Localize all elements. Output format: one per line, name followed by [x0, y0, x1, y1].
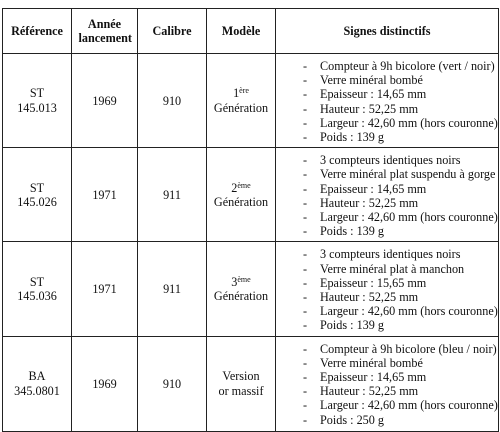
model-word: Génération — [213, 194, 269, 209]
reference-cell — [3, 54, 72, 148]
features-cell — [276, 54, 499, 148]
features-cell — [276, 336, 499, 431]
feature-item: - Largeur : 42,60 mm (hors couronne) — [303, 210, 498, 224]
feature-item: - 3 compteurs identiques noirs — [303, 153, 498, 167]
reference-cell — [3, 242, 72, 336]
features-cell — [276, 242, 499, 336]
table-row — [3, 242, 499, 336]
feature-item: - Epaisseur : 14,65 mm — [303, 182, 498, 196]
model-cell — [207, 242, 276, 336]
header-reference: Référence — [3, 9, 72, 54]
reference-number: 145.026 — [17, 194, 57, 209]
reference-prefix: ST — [29, 86, 45, 101]
features-list — [276, 54, 498, 147]
feature-item: - 3 compteurs identiques noirs — [303, 247, 498, 261]
year-cell: 1971 — [72, 242, 138, 336]
header-year-label: Année lancement — [78, 16, 132, 45]
feature-item: - Verre minéral bombé — [303, 73, 498, 87]
feature-item: - Verre minéral plat à manchon — [303, 262, 498, 276]
features-list — [276, 242, 498, 335]
header-features: Signes distinctifs — [276, 9, 499, 54]
feature-item: - Compteur à 9h bicolore (vert / noir) — [303, 59, 498, 73]
model-line: or massif — [218, 383, 264, 398]
watch-spec-table — [2, 8, 499, 432]
feature-item: - Epaisseur : 14,65 mm — [303, 370, 498, 384]
header-caliber: Calibre — [138, 9, 207, 54]
year-cell: 1969 — [72, 336, 138, 431]
feature-item: - Hauteur : 52,25 mm — [303, 290, 498, 304]
model-word: Génération — [213, 289, 269, 304]
feature-item: - Poids : 139 g — [303, 130, 498, 144]
feature-item: - Compteur à 9h bicolore (bleu / noir) — [303, 342, 498, 356]
model-ordinal-suffix: ème — [237, 180, 251, 190]
reference-number: 145.036 — [17, 289, 57, 304]
features-cell — [276, 148, 499, 242]
model-cell — [207, 336, 276, 431]
reference-prefix: BA — [28, 369, 46, 384]
header-row — [3, 9, 499, 54]
table-row — [3, 336, 499, 431]
model-ordinal: 2 — [231, 180, 238, 195]
feature-item: - Largeur : 42,60 mm (hors couronne) — [303, 304, 498, 318]
model-cell — [207, 148, 276, 242]
reference-number: 345.0801 — [14, 383, 60, 398]
reference-cell — [3, 336, 72, 431]
features-list — [276, 148, 498, 241]
feature-item: - Largeur : 42,60 mm (hors couronne) — [303, 398, 498, 412]
table-row — [3, 148, 499, 242]
feature-item: - Epaisseur : 14,65 mm — [303, 87, 498, 101]
year-cell: 1969 — [72, 54, 138, 148]
feature-item: - Hauteur : 52,25 mm — [303, 102, 498, 116]
model-cell — [207, 54, 276, 148]
reference-number: 145.013 — [17, 100, 57, 115]
feature-item: - Poids : 139 g — [303, 224, 498, 238]
year-cell: 1971 — [72, 148, 138, 242]
feature-item: - Poids : 139 g — [303, 318, 498, 332]
reference-prefix: ST — [29, 274, 45, 289]
model-ordinal-suffix: ère — [239, 86, 249, 96]
caliber-cell: 910 — [138, 54, 207, 148]
caliber-cell: 910 — [138, 336, 207, 431]
model-ordinal: 1 — [233, 86, 240, 101]
feature-item: - Poids : 250 g — [303, 413, 498, 427]
feature-item: - Verre minéral plat suspendu à gorge — [303, 167, 498, 181]
feature-item: - Hauteur : 52,25 mm — [303, 196, 498, 210]
header-year — [72, 9, 138, 54]
feature-item: - Hauteur : 52,25 mm — [303, 384, 498, 398]
model-ordinal: 3 — [231, 274, 238, 289]
caliber-cell: 911 — [138, 242, 207, 336]
table-row — [3, 54, 499, 148]
feature-item: - Epaisseur : 15,65 mm — [303, 276, 498, 290]
model-word: Génération — [213, 100, 269, 115]
feature-item: - Verre minéral bombé — [303, 356, 498, 370]
features-list — [276, 337, 498, 430]
model-line: Version — [222, 369, 260, 384]
reference-cell — [3, 148, 72, 242]
reference-prefix: ST — [29, 180, 45, 195]
model-ordinal-suffix: ème — [237, 274, 251, 284]
header-model: Modèle — [207, 9, 276, 54]
caliber-cell: 911 — [138, 148, 207, 242]
feature-item: - Largeur : 42,60 mm (hors couronne) — [303, 116, 498, 130]
